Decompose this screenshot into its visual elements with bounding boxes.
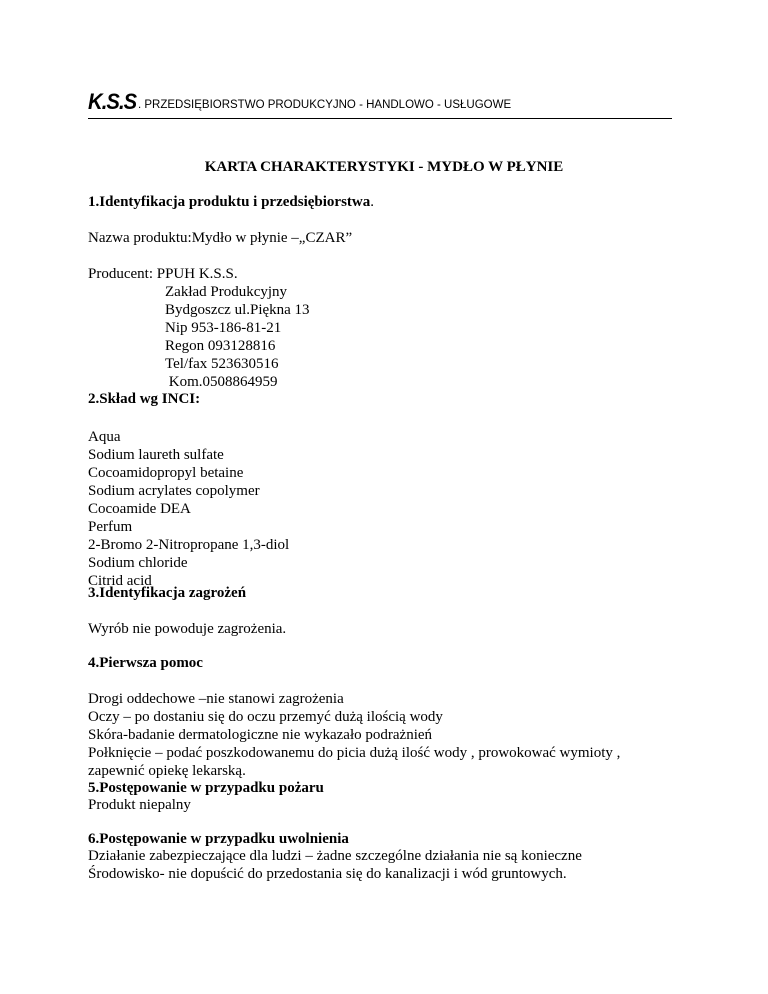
company-logo: K.S.S (88, 89, 137, 114)
producer-block (88, 265, 688, 391)
ingredient-item: Perfum (88, 519, 133, 535)
ingredient-item: Sodium chloride (88, 555, 188, 571)
section-1-heading-suffix: . (370, 194, 374, 210)
ingredients-list (88, 428, 688, 590)
ingredient-item: Cocoamide DEA (88, 501, 191, 517)
ingredient-item: Aqua (88, 429, 121, 445)
first-aid-line: Oczy – po dostaniu się do oczu przemyć dużą ilością wody (88, 709, 443, 725)
first-aid-line: Połknięcie – podać poszkodowanemu do picia dużą ilość wody , prowokować wymioty , (88, 745, 621, 761)
producer-line: Kom.0508864959 (165, 374, 278, 390)
producer-line: Bydgoszcz ul.Piękna 13 (165, 302, 310, 318)
ingredient-item: Sodium acrylates copolymer (88, 483, 260, 499)
ingredient-item: 2-Bromo 2-Nitropropane 1,3-diol (88, 537, 290, 553)
section-4-heading: 4.Pierwsza pomoc (88, 655, 203, 671)
document-title: KARTA CHARAKTERYSTYKI - MYDŁO W PŁYNIE (204, 159, 564, 175)
ingredient-item: Cocoamidopropyl betaine (88, 465, 244, 481)
first-aid-line: zapewnić opiekę lekarską. (88, 763, 246, 779)
producer-line: Nip 953-186-81-21 (165, 320, 282, 336)
ingredient-item: Citrid acid (88, 573, 152, 589)
section-1-heading (88, 193, 688, 211)
release-measures (88, 847, 688, 883)
release-line: Działanie zabezpieczające dla ludzi – żadne szczególne działania nie są konieczne (88, 848, 582, 864)
section-3-heading: 3.Identyfikacja zagrożeń (88, 585, 247, 601)
section-1-heading-text: 1.Identyfikacja produktu i przedsiębiorstwa (88, 194, 371, 210)
first-aid-line: Drogi oddechowe –nie stanowi zagrożenia (88, 691, 344, 707)
document-header (88, 90, 672, 119)
first-aid-line: Skóra-badanie dermatologiczne nie wykazało podrażnień (88, 727, 433, 743)
section-5-heading: 5.Postępowanie w przypadku pożaru (88, 780, 324, 796)
release-line: Środowisko- nie dopuścić do przedostania się do kanalizacji i wód gruntowych. (88, 866, 567, 882)
section-5-text: Produkt niepalny (88, 797, 191, 813)
section-6-heading: 6.Postępowanie w przypadku uwolnienia (88, 831, 349, 847)
company-name: . PRZEDSIĘBIORSTWO PRODUKCYJNO - HANDLOWO - USŁUGOWE (138, 99, 512, 111)
producer-line: Tel/fax 523630516 (165, 356, 279, 372)
first-aid-list (88, 690, 688, 780)
producer-line: Producent: PPUH K.S.S. (88, 266, 238, 282)
section-3-text: Wyrób nie powoduje zagrożenia. (88, 621, 287, 637)
producer-line: Zakład Produkcyjny (165, 284, 288, 300)
producer-line: Regon 093128816 (165, 338, 276, 354)
ingredient-item: Sodium laureth sulfate (88, 447, 224, 463)
product-name: Nazwa produktu:Mydło w płynie –„CZAR” (88, 230, 353, 246)
section-2-heading: 2.Skład wg INCI: (88, 391, 201, 407)
